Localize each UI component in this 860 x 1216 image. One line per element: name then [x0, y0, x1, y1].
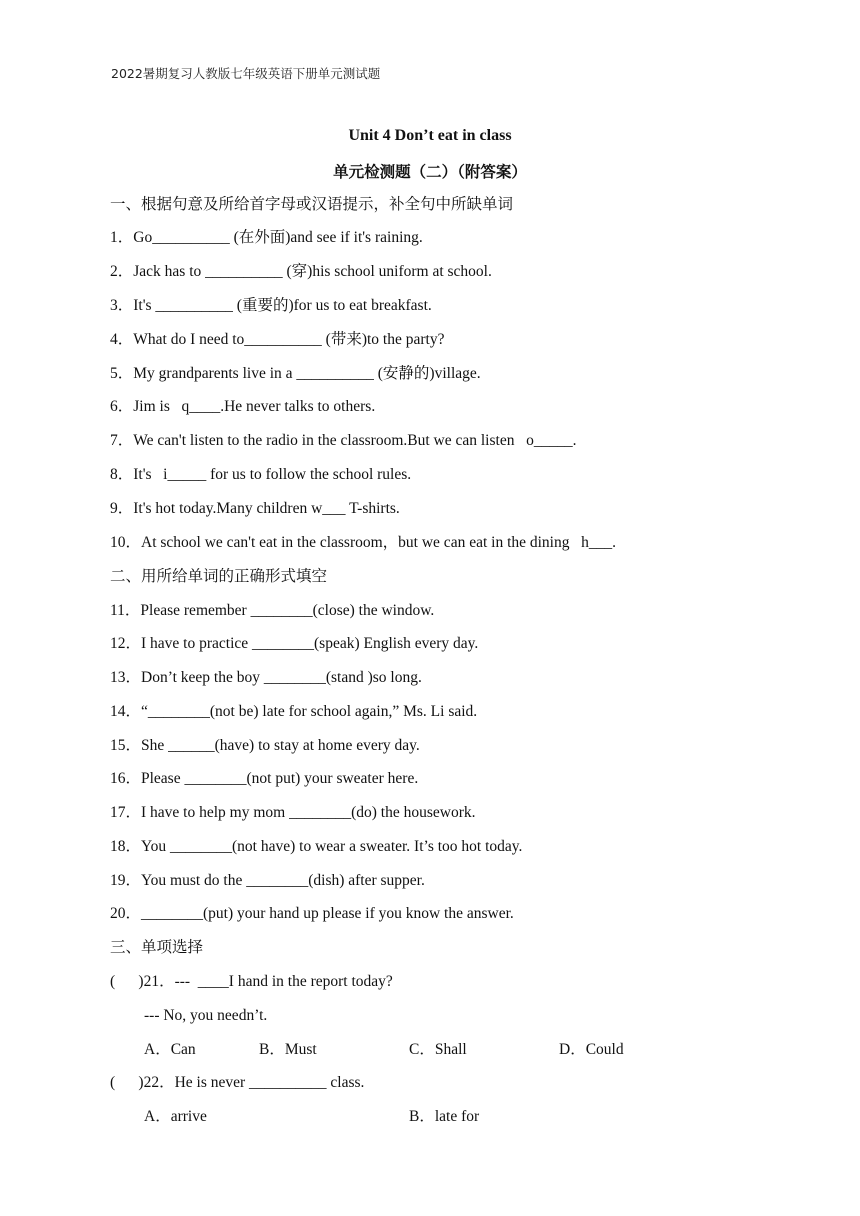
page-header: 2022暑期复习人教版七年级英语下册单元测试题 — [111, 66, 381, 81]
question-20: 20．________(put) your hand up please if you know the answer. — [110, 905, 514, 922]
question-1: 1．Go__________ (在外面)and see if it's raining. — [110, 229, 423, 246]
document-subtitle: 单元检测题（二）（附答案） — [333, 163, 527, 181]
question-14: 14．“________(not be) late for school again,” Ms. Li said. — [110, 703, 478, 720]
section-heading-2: 二、用所给单词的正确形式填空 — [110, 567, 328, 585]
question-4: 4．What do I need to__________ (带来)to the party? — [110, 331, 445, 348]
question-6: 6．Jim is q____.He never talks to others. — [110, 398, 376, 415]
question-22-option-b: B．late for — [409, 1108, 480, 1125]
question-2: 2．Jack has to __________ (穿)his school uniform at school. — [110, 263, 492, 280]
question-21-stem: ( )21．--- ____I hand in the report today? — [110, 973, 393, 990]
question-21-option-a: A．Can — [144, 1041, 196, 1058]
question-12: 12．I have to practice ________(speak) English every day. — [110, 635, 479, 652]
question-21-option-d: D．Could — [559, 1041, 624, 1058]
document-title: Unit 4 Don’t eat in class — [348, 127, 512, 144]
question-22-stem: ( )22．He is never __________ class. — [110, 1074, 365, 1091]
question-10: 10．At school we can't eat in the classroom，but we can eat in the dining h___. — [110, 534, 616, 551]
question-16: 16．Please ________(not put) your sweater here. — [110, 770, 419, 787]
question-18: 18．You ________(not have) to wear a sweater. It’s too hot today. — [110, 838, 523, 855]
question-21-option-c: C．Shall — [409, 1041, 467, 1058]
question-15: 15．She ______(have) to stay at home every day. — [110, 737, 420, 754]
section-heading-3: 三、单项选择 — [110, 938, 204, 956]
question-21-reply: --- No, you needn’t. — [144, 1007, 268, 1024]
question-21-option-b: B．Must — [259, 1041, 317, 1058]
question-19: 19．You must do the ________(dish) after supper. — [110, 872, 425, 889]
question-8: 8．It's i_____ for us to follow the school rules. — [110, 466, 412, 483]
question-3: 3．It's __________ (重要的)for us to eat breakfast. — [110, 297, 432, 314]
question-7: 7．We can't listen to the radio in the classroom.But we can listen o_____. — [110, 432, 577, 449]
question-11: 11．Please remember ________(close) the window. — [110, 602, 435, 619]
section-heading-1: 一、根据句意及所给首字母或汉语提示，补全句中所缺单词 — [110, 195, 514, 213]
question-5: 5．My grandparents live in a __________ (安静的)village. — [110, 365, 481, 382]
question-9: 9．It's hot today.Many children w___ T-shirts. — [110, 500, 400, 517]
question-17: 17．I have to help my mom ________(do) the housework. — [110, 804, 476, 821]
question-22-option-a: A．arrive — [144, 1108, 207, 1125]
question-13: 13．Don’t keep the boy ________(stand )so long. — [110, 669, 422, 686]
